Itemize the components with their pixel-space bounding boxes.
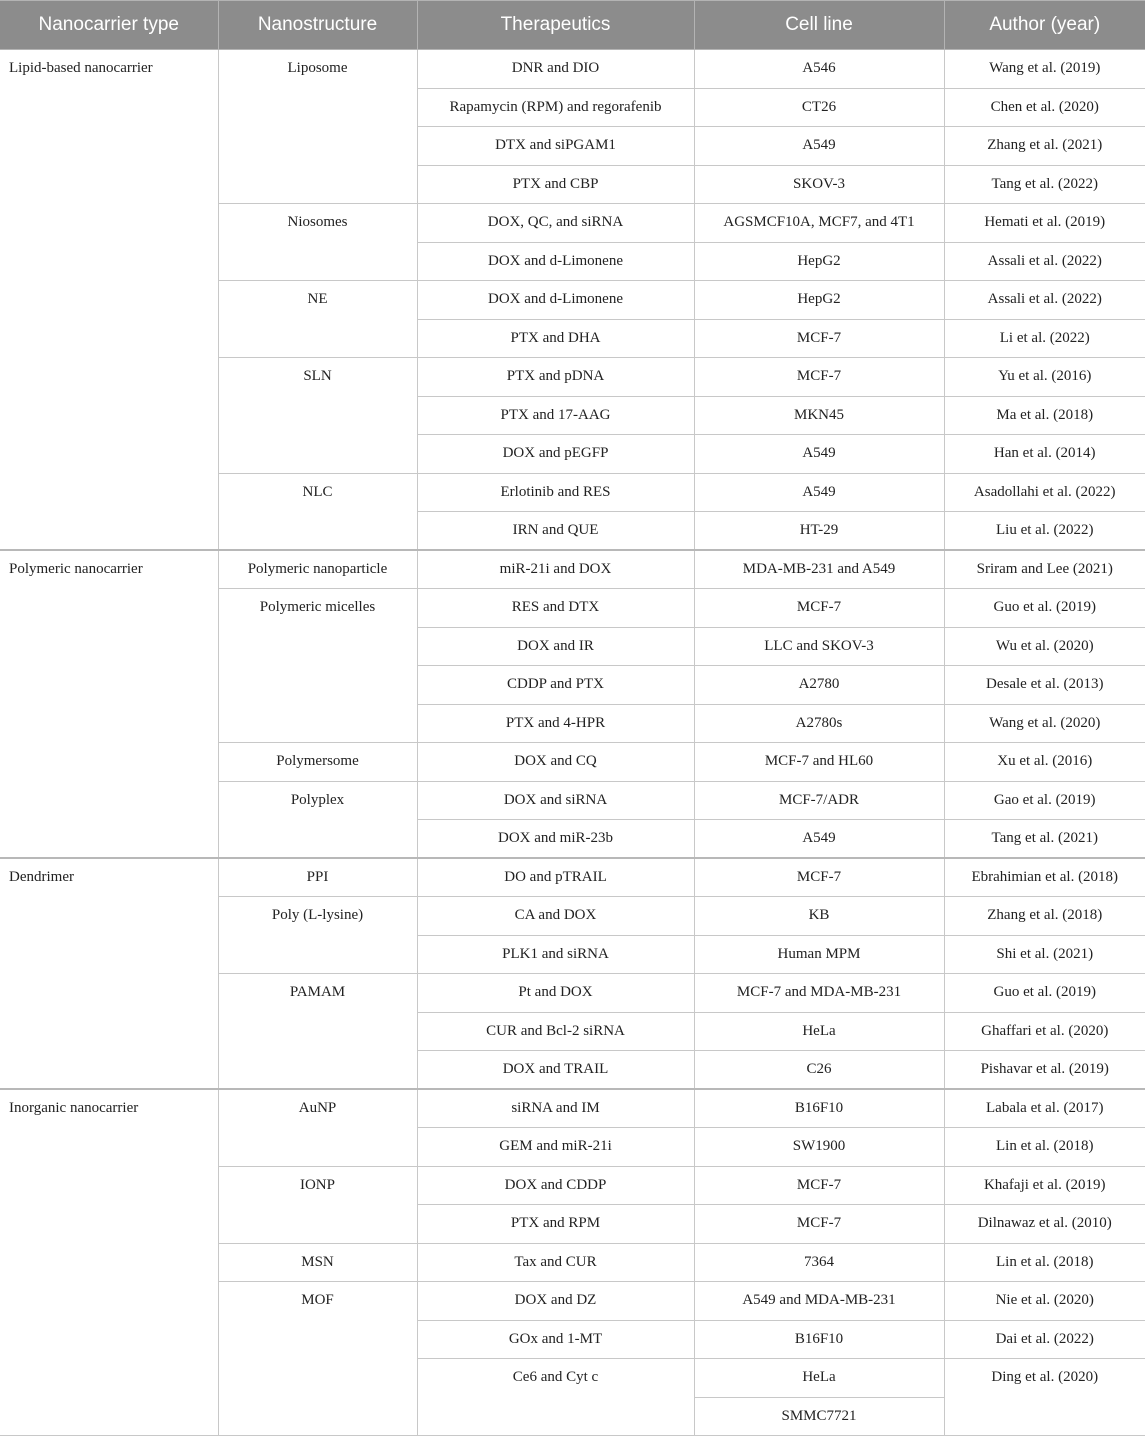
cell-line-cell: HeLa [694,1012,944,1051]
author-year-cell: Wang et al. (2020) [944,704,1145,743]
header-row [0,1,1145,50]
nanostructure-cell: Poly (L-lysine) [218,897,417,974]
nanostructure-cell: Niosomes [218,204,417,281]
nanostructure-cell: NLC [218,473,417,550]
therapeutics-cell: Erlotinib and RES [417,473,694,512]
nanocarrier-type-cell: Polymeric nanocarrier [0,550,218,858]
author-year-cell: Wu et al. (2020) [944,627,1145,666]
nanostructure-cell: Liposome [218,50,417,204]
cell-line-cell: B16F10 [694,1089,944,1128]
author-year-cell: Ding et al. (2020) [944,1359,1145,1436]
nanocarrier-type-cell: Lipid-based nanocarrier [0,50,218,551]
author-year-cell: Guo et al. (2019) [944,974,1145,1013]
author-year-cell: Nie et al. (2020) [944,1282,1145,1321]
author-year-cell: Assali et al. (2022) [944,281,1145,320]
cell-line-cell: HepG2 [694,242,944,281]
cell-line-cell: MCF-7 [694,1205,944,1244]
cell-line-cell: KB [694,897,944,936]
cell-line-cell: AGSMCF10A, MCF7, and 4T1 [694,204,944,243]
therapeutics-cell: DOX and d-Limonene [417,281,694,320]
therapeutics-cell: PTX and DHA [417,319,694,358]
author-year-cell: Shi et al. (2021) [944,935,1145,974]
nanostructure-cell: Polymeric nanoparticle [218,550,417,589]
cell-line-cell: A549 [694,473,944,512]
author-year-cell: Zhang et al. (2018) [944,897,1145,936]
therapeutics-cell: PTX and 17-AAG [417,396,694,435]
nanostructure-cell: Polymeric micelles [218,589,417,743]
cell-line-cell: A549 [694,820,944,859]
author-year-cell: Lin et al. (2018) [944,1128,1145,1167]
cell-line-cell: A2780s [694,704,944,743]
author-year-cell: Dilnawaz et al. (2010) [944,1205,1145,1244]
cell-line-cell: MCF-7 [694,319,944,358]
header-nanostructure: Nanostructure [218,1,417,50]
author-year-cell: Li et al. (2022) [944,319,1145,358]
nanostructure-cell: NE [218,281,417,358]
author-year-cell: Liu et al. (2022) [944,512,1145,551]
therapeutics-cell: IRN and QUE [417,512,694,551]
author-year-cell: Gao et al. (2019) [944,781,1145,820]
author-year-cell: Guo et al. (2019) [944,589,1145,628]
nanocarrier-type-cell: Dendrimer [0,858,218,1089]
author-year-cell: Dai et al. (2022) [944,1320,1145,1359]
author-year-cell: Wang et al. (2019) [944,50,1145,89]
cell-line-cell: MCF-7/ADR [694,781,944,820]
nanostructure-cell: IONP [218,1166,417,1243]
therapeutics-cell: DOX and d-Limonene [417,242,694,281]
author-year-cell: Han et al. (2014) [944,435,1145,474]
cell-line-cell: SKOV-3 [694,165,944,204]
nanostructure-cell: MOF [218,1282,417,1436]
author-year-cell: Desale et al. (2013) [944,666,1145,705]
therapeutics-cell: DOX and CQ [417,743,694,782]
therapeutics-cell: Pt and DOX [417,974,694,1013]
cell-line-cell: A549 [694,435,944,474]
cell-line-cell: MCF-7 [694,858,944,897]
nanostructure-cell: MSN [218,1243,417,1282]
therapeutics-cell: GEM and miR-21i [417,1128,694,1167]
author-year-cell: Zhang et al. (2021) [944,127,1145,166]
author-year-cell: Tang et al. (2021) [944,820,1145,859]
cell-line-cell: LLC and SKOV-3 [694,627,944,666]
author-year-cell: Ebrahimian et al. (2018) [944,858,1145,897]
cell-line-cell: MDA-MB-231 and A549 [694,550,944,589]
therapeutics-cell: DO and pTRAIL [417,858,694,897]
nanostructure-cell: Polyplex [218,781,417,858]
cell-line-cell: 7364 [694,1243,944,1282]
header-therapeutics: Therapeutics [417,1,694,50]
therapeutics-cell: CA and DOX [417,897,694,936]
cell-line-cell: A2780 [694,666,944,705]
author-year-cell: Assali et al. (2022) [944,242,1145,281]
nanostructure-cell: AuNP [218,1089,417,1166]
cell-line-cell: MCF-7 and MDA-MB-231 [694,974,944,1013]
table-row [0,550,1145,589]
therapeutics-cell: DOX and miR-23b [417,820,694,859]
header-author-year: Author (year) [944,1,1145,50]
table-row [0,1089,1145,1128]
cell-line-cell: HeLa [694,1359,944,1398]
cell-line-cell: A549 [694,127,944,166]
author-year-cell: Hemati et al. (2019) [944,204,1145,243]
cell-line-cell: MCF-7 [694,589,944,628]
therapeutics-cell: PTX and RPM [417,1205,694,1244]
therapeutics-cell: DOX and TRAIL [417,1051,694,1090]
therapeutics-cell: PTX and CBP [417,165,694,204]
table-row [0,50,1145,89]
cell-line-cell: MKN45 [694,396,944,435]
therapeutics-cell: DOX and siRNA [417,781,694,820]
nanocarrier-type-cell: Inorganic nanocarrier [0,1089,218,1436]
therapeutics-cell: DOX and DZ [417,1282,694,1321]
author-year-cell: Chen et al. (2020) [944,88,1145,127]
cell-line-cell: A549 and MDA-MB-231 [694,1282,944,1321]
cell-line-cell: MCF-7 [694,358,944,397]
cell-line-cell: C26 [694,1051,944,1090]
therapeutics-cell: PTX and 4-HPR [417,704,694,743]
author-year-cell: Tang et al. (2022) [944,165,1145,204]
therapeutics-cell: DOX and CDDP [417,1166,694,1205]
therapeutics-cell: PTX and pDNA [417,358,694,397]
nanostructure-cell: Polymersome [218,743,417,782]
table-row [0,858,1145,897]
cell-line-cell: CT26 [694,88,944,127]
cell-line-cell: MCF-7 [694,1166,944,1205]
author-year-cell: Asadollahi et al. (2022) [944,473,1145,512]
author-year-cell: Khafaji et al. (2019) [944,1166,1145,1205]
therapeutics-cell: DTX and siPGAM1 [417,127,694,166]
cell-line-cell: A546 [694,50,944,89]
therapeutics-cell: GOx and 1-MT [417,1320,694,1359]
cell-line-cell: Human MPM [694,935,944,974]
therapeutics-cell: Tax and CUR [417,1243,694,1282]
author-year-cell: Pishavar et al. (2019) [944,1051,1145,1090]
therapeutics-cell: miR-21i and DOX [417,550,694,589]
cell-line-cell: HepG2 [694,281,944,320]
therapeutics-cell: CUR and Bcl-2 siRNA [417,1012,694,1051]
author-year-cell: Yu et al. (2016) [944,358,1145,397]
nanostructure-cell: PPI [218,858,417,897]
therapeutics-cell: PLK1 and siRNA [417,935,694,974]
therapeutics-cell: siRNA and IM [417,1089,694,1128]
cell-line-cell: SMMC7721 [694,1397,944,1436]
nanostructure-cell: SLN [218,358,417,474]
author-year-cell: Sriram and Lee (2021) [944,550,1145,589]
therapeutics-cell: DOX and pEGFP [417,435,694,474]
therapeutics-cell: DNR and DIO [417,50,694,89]
header-nanocarrier-type: Nanocarrier type [0,1,218,50]
author-year-cell: Ma et al. (2018) [944,396,1145,435]
therapeutics-cell: DOX and IR [417,627,694,666]
cell-line-cell: B16F10 [694,1320,944,1359]
nanostructure-cell: PAMAM [218,974,417,1090]
cell-line-cell: HT-29 [694,512,944,551]
therapeutics-cell: Rapamycin (RPM) and regorafenib [417,88,694,127]
cell-line-cell: SW1900 [694,1128,944,1167]
table-body [0,50,1145,1436]
author-year-cell: Xu et al. (2016) [944,743,1145,782]
therapeutics-cell: CDDP and PTX [417,666,694,705]
author-year-cell: Lin et al. (2018) [944,1243,1145,1282]
author-year-cell: Labala et al. (2017) [944,1089,1145,1128]
author-year-cell: Ghaffari et al. (2020) [944,1012,1145,1051]
header-cell-line: Cell line [694,1,944,50]
therapeutics-cell: RES and DTX [417,589,694,628]
therapeutics-cell: Ce6 and Cyt c [417,1359,694,1436]
cell-line-cell: MCF-7 and HL60 [694,743,944,782]
therapeutics-cell: DOX, QC, and siRNA [417,204,694,243]
